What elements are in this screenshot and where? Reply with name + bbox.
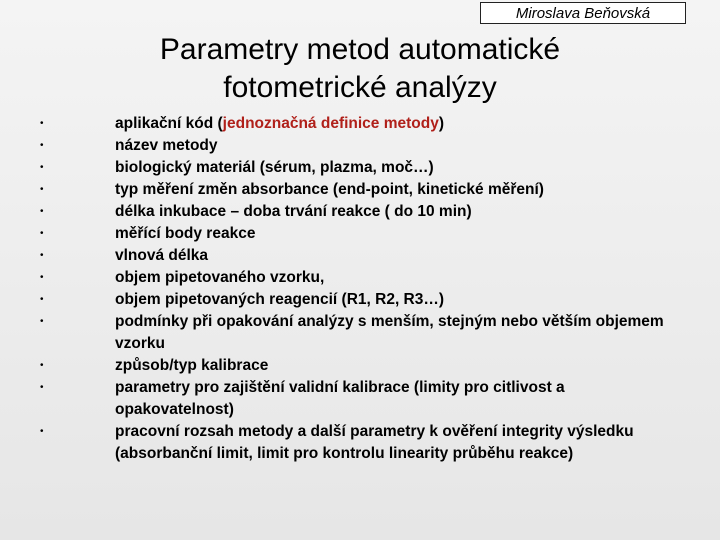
list-item-application-code xyxy=(40,113,680,135)
list-item: • měřící body reakce xyxy=(40,223,680,245)
list-item: • vlnová délka xyxy=(40,245,680,267)
highlighted-text: jednoznačná definice metody xyxy=(222,115,439,132)
list-item-text: ) xyxy=(438,115,445,132)
slide-title xyxy=(60,31,660,107)
slide-title-line-1: Parametry metod automatické xyxy=(159,33,561,66)
slide-title-line-2: fotometrické analýzy xyxy=(223,71,497,104)
list-item: • parametry pro zajištění validní kalibrace (limity pro citlivost a opakovatelnost) xyxy=(40,377,680,421)
list-item: • objem pipetovaného vzorku, xyxy=(40,267,680,289)
list-item: • způsob/typ kalibrace xyxy=(40,355,680,377)
list-item: • objem pipetovaných reagencií (R1, R2, R3…) xyxy=(40,289,680,311)
list-item: • délka inkubace – doba trvání reakce ( do 10 min) xyxy=(40,201,680,223)
list-item: • biologický materiál (sérum, plazma, moč…) xyxy=(40,157,680,179)
list-item: • typ měření změn absorbance (end-point, kinetické měření) xyxy=(40,179,680,201)
parameter-list xyxy=(40,113,680,465)
list-item: • název metody xyxy=(40,135,680,157)
list-item: • pracovní rozsah metody a další parametry k ověření integrity výsledku (absorbanční limit, limit pro kontrolu linearity průběhu reakce) xyxy=(40,421,680,465)
list-item: • podmínky při opakování analýzy s menším, stejným nebo větším objemem vzorku xyxy=(40,311,680,355)
author-label: Miroslava Beňovská xyxy=(480,2,686,24)
list-item-text: aplikační kód ( xyxy=(115,115,223,132)
